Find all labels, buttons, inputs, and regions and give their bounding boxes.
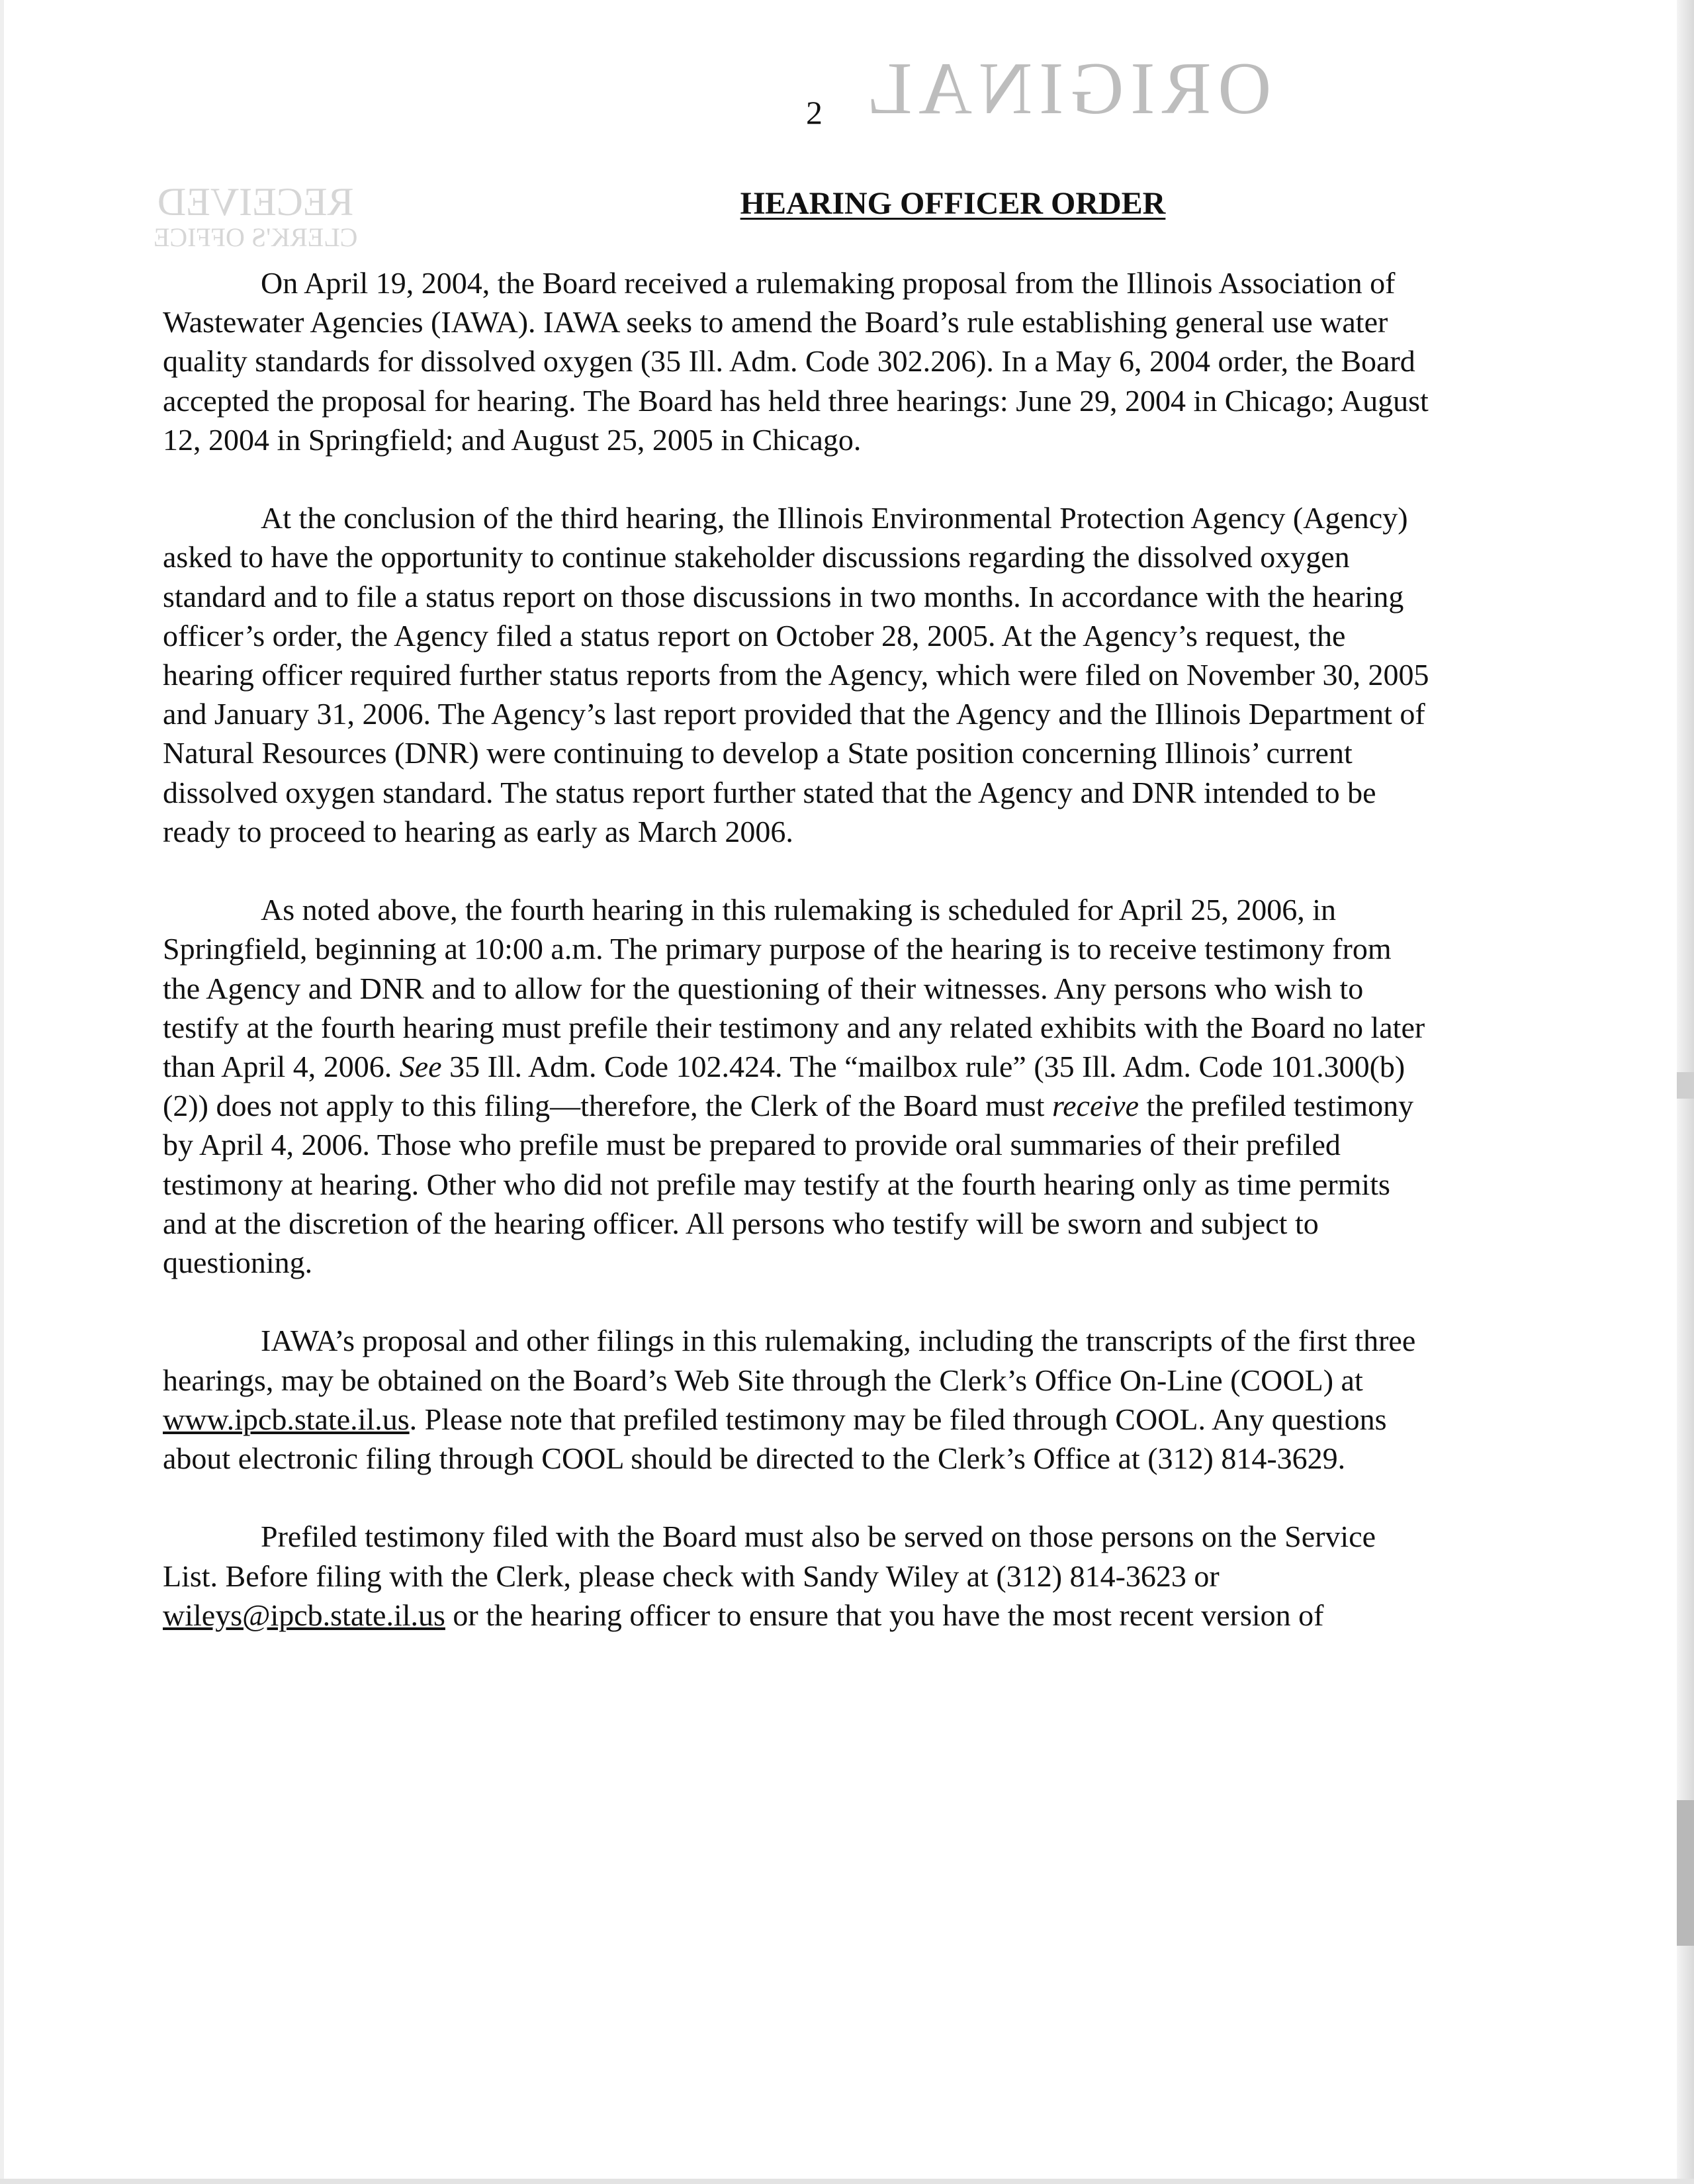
page-bottom-edge bbox=[0, 2179, 1694, 2184]
paragraph-3-see: See bbox=[399, 1050, 442, 1084]
scan-mark bbox=[1677, 1072, 1694, 1099]
received-stamp-line2: CLERK'S OFFICE bbox=[154, 222, 358, 252]
paragraph-3 bbox=[163, 890, 1433, 1282]
received-stamp-line1: RECEIVED bbox=[157, 180, 354, 224]
paragraph-5 bbox=[163, 1517, 1433, 1635]
paragraph-1: On April 19, 2004, the Board received a rulemaking proposal from the Illinois Association of Wastewater Agencies (IAWA). IAWA seeks to amend the Board’s rule establishing general use water quality standards for dissolved oxygen (35 Ill. Adm. Code 302.206). In a May 6, 2004 order, the Board accepted the proposal for hearing. The Board has held three hearings: June 29, 2004 in Chicago; August 12, 2004 in Springfield; and August 25, 2005 in Chicago. bbox=[163, 266, 1429, 457]
paragraph-3-text-a: As noted above, the fourth hearing in this rulemaking is scheduled for April 25, 2006, in Springfield, beginning at 10:00 a.m. The primary purpose of the hearing is to receive testimony from the Agency and DNR and to allow for the questioning of their witnesses. Any persons who wish to testify at the fourth hearing must prefile their testimony and any related exhibits with the Board no later than April 4, 2006. bbox=[163, 893, 1425, 1084]
email-link[interactable]: wileys@ipcb.state.il.us bbox=[163, 1598, 445, 1632]
paragraph-4 bbox=[163, 1321, 1433, 1478]
website-link[interactable]: www.ipcb.state.il.us bbox=[163, 1402, 410, 1436]
paragraph-4-text-b: . Please note that prefiled testimony may be filed through COOL. Any questions about electronic filing through COOL should be directed to the Clerk’s Office at (312) 814-3629. bbox=[163, 1402, 1387, 1476]
paragraph-5-text-b: or the hearing officer to ensure that you have the most recent version of bbox=[445, 1598, 1324, 1632]
paragraph-3-text-c: the prefiled testimony by April 4, 2006. Those who prefile must be prepared to provide oral summaries of their prefiled testimony at hearing. Other who did not prefile may testify at the fourth hearing only as time permits and at the discretion of the hearing officer. All persons who testify will be sworn and subject to questioning. bbox=[163, 1089, 1414, 1280]
paragraph-2: At the conclusion of the third hearing, the Illinois Environmental Protection Agency (Agency) asked to have the opportunity to continue stakeholder discussions regarding the dissolved oxygen standard and to file a status report on those discussions in two months. In accordance with the hearing officer’s order, the Agency filed a status report on October 28, 2005. At the Agency’s request, the hearing officer required further status reports from the Agency, which were filed on November 30, 2005 and January 31, 2006. The Agency’s last report provided that the Agency and the Illinois Department of Natural Resources (DNR) were continuing to develop a State position concerning Illinois’ current dissolved oxygen standard. The status report further stated that the Agency and DNR intended to be ready to proceed to hearing as early as March 2006. bbox=[163, 501, 1429, 848]
page-title: HEARING OFFICER ORDER bbox=[740, 186, 1166, 221]
paragraph-3-text-b: 35 Ill. Adm. Code 102.424. The “mailbox rule” (35 Ill. Adm. Code 101.300(b)(2)) does not apply to this filing—therefore, the Clerk of the Board must bbox=[163, 1050, 1405, 1123]
paragraph-5-text-a: Prefiled testimony filed with the Board must also be served on those persons on the Service List. Before filing with the Clerk, please check with Sandy Wiley at (312) 814-3623 or bbox=[163, 1520, 1376, 1593]
paragraph-4-text-a: IAWA’s proposal and other filings in this rulemaking, including the transcripts of the first three hearings, may be obtained on the Board’s Web Site through the Clerk’s Office On-Line (COOL) at bbox=[163, 1324, 1416, 1397]
page-left-edge bbox=[0, 0, 4, 2184]
page-number: 2 bbox=[806, 94, 823, 131]
document-body bbox=[163, 263, 1433, 1674]
paragraph-3-receive: receive bbox=[1051, 1089, 1139, 1123]
page-right-edge bbox=[1677, 0, 1694, 2184]
original-stamp: ORIGINAL bbox=[860, 48, 1272, 130]
scan-mark bbox=[1677, 1800, 1694, 1946]
